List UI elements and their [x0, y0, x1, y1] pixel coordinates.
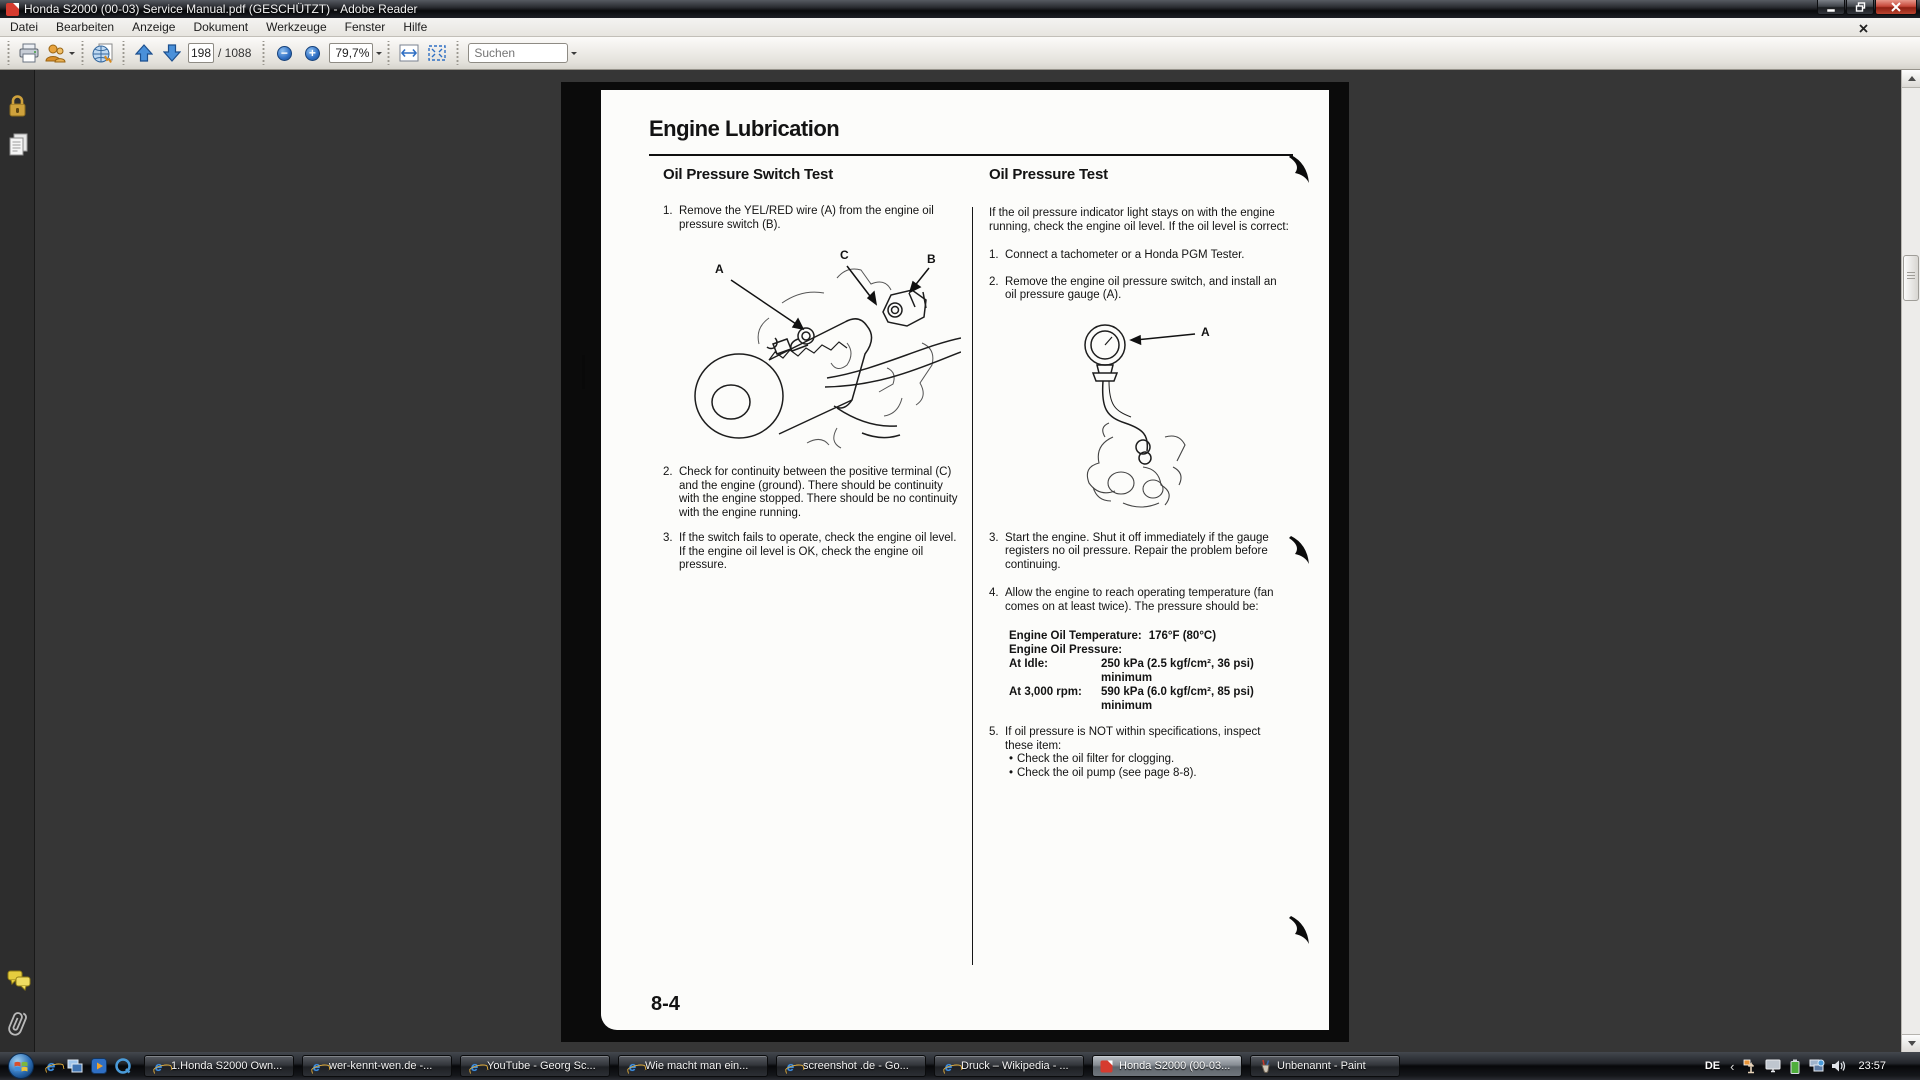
zoom-in-icon: +	[305, 46, 320, 61]
menu-hilfe[interactable]: Hilfe	[403, 20, 428, 34]
internet-explorer-icon: e	[312, 1058, 321, 1074]
section-header: Engine Lubrication	[649, 116, 840, 141]
page-number-input[interactable]	[188, 43, 214, 63]
window-title: Honda S2000 (00-03) Service Manual.pdf (GESCHÜTZT) - Adobe Reader	[24, 2, 418, 16]
document-pane[interactable]	[36, 70, 1901, 1052]
pdf-page	[601, 90, 1329, 1030]
adobe-pdf-icon	[6, 3, 19, 16]
spec-row	[1009, 643, 1289, 657]
step-number: 2.	[663, 466, 673, 478]
engine-line-drawing	[687, 248, 961, 453]
step-text: Connect a tachometer or a Honda PGM Tester.	[1005, 249, 1245, 261]
spec-note: minimum	[1101, 700, 1153, 712]
title-bar	[0, 0, 1920, 18]
fit-page-icon	[427, 44, 447, 62]
battery-tray-icon[interactable]	[1786, 1058, 1803, 1075]
network-tray-icon[interactable]	[1808, 1058, 1825, 1075]
triangle-down-icon	[1908, 1041, 1916, 1050]
spec-row	[1009, 629, 1289, 643]
collaborate-icon	[44, 43, 66, 63]
step-text: Check for continuity between the positive terminal (C) and the engine (ground). There should be continuity with the engine stopped. There should be no continuity with the engine running.	[679, 466, 958, 519]
toolbar-grip	[6, 41, 11, 65]
internet-explorer-icon: e	[470, 1058, 479, 1074]
search-dropdown-arrow[interactable]	[571, 52, 577, 58]
step-text: If oil pressure is NOT within specifications, inspect these item: • Check the oil filter for clogging. • Check the oil pump (see page 8-8).	[1005, 726, 1289, 780]
zoom-out-button[interactable]	[271, 40, 297, 66]
search-field[interactable]	[468, 43, 568, 63]
language-indicator[interactable]: DE	[1704, 1060, 1721, 1072]
volume-tray-icon[interactable]	[1830, 1058, 1847, 1075]
step-text: Remove the engine oil pressure switch, and install an oil pressure gauge (A).	[1005, 275, 1277, 301]
page-count-label: / 1088	[218, 46, 252, 60]
bullet-item: • Check the oil pump (see page 8-8).	[1005, 767, 1289, 781]
vertical-scrollbar[interactable]	[1901, 70, 1920, 1052]
fit-width-button[interactable]	[396, 40, 422, 66]
left-column-title: Oil Pressure Switch Test	[663, 166, 833, 183]
adobe-pdf-icon	[1099, 1059, 1114, 1074]
fit-width-icon	[399, 44, 419, 62]
spec-label: Engine Oil Temperature:	[1009, 630, 1142, 642]
search-input[interactable]	[469, 46, 555, 60]
taskbar-button-paint[interactable]: Unbenannt - Paint	[1250, 1055, 1400, 1077]
toolbar-separator	[121, 41, 126, 65]
left-column	[663, 166, 963, 573]
paint-icon	[1257, 1059, 1272, 1074]
navigation-sidebar	[0, 70, 35, 1052]
menu-datei[interactable]: Datei	[10, 20, 39, 34]
figure-oil-pressure-gauge	[1053, 317, 1231, 512]
close-button[interactable]	[1875, 0, 1917, 15]
create-pdf-from-web-button[interactable]	[90, 40, 116, 66]
attachments-panel-icon[interactable]	[7, 1008, 27, 1043]
toolbar-separator	[386, 41, 391, 65]
collaborate-button[interactable]	[44, 40, 75, 66]
toolbar-separator	[261, 41, 266, 65]
pages-panel-icon[interactable]	[7, 132, 29, 163]
scrollbar-thumb[interactable]	[1903, 255, 1919, 301]
taskbar	[0, 1052, 1920, 1080]
step-number: 1.	[989, 249, 999, 261]
column-divider	[972, 207, 973, 965]
web-pdf-icon	[92, 43, 114, 64]
spec-value: 250 kPa (2.5 kgf/cm², 36 psi) minimum	[1101, 658, 1254, 684]
zoom-in-button[interactable]	[299, 40, 325, 66]
quicklaunch-quicktime[interactable]	[112, 1055, 134, 1077]
scanned-page-frame	[561, 82, 1349, 1042]
intro-paragraph: If the oil pressure indicator light stays on with the engine running, check the engine oil level. If the oil level is correct:	[989, 207, 1289, 233]
restore-button[interactable]	[1846, 0, 1874, 15]
step-text: Start the engine. Shut it off immediately if the gauge registers no oil pressure. Repair the problem before continuing.	[1005, 531, 1269, 571]
comments-panel-icon[interactable]	[7, 970, 31, 997]
menu-werkzeuge[interactable]: Werkzeuge	[266, 20, 327, 34]
security-lock-icon[interactable]	[7, 94, 28, 123]
zoom-out-icon: −	[277, 46, 292, 61]
figure-label-a: A	[715, 262, 724, 276]
spec-row	[1009, 685, 1289, 713]
taskbar-button-screenshot-de[interactable]: e screenshot .de - Go...	[776, 1055, 926, 1077]
page-up-icon	[135, 44, 153, 62]
toolbar-separator	[455, 41, 460, 65]
window-controls	[1816, 0, 1917, 15]
internet-explorer-icon: e	[154, 1058, 163, 1074]
step-number: 3.	[663, 532, 673, 544]
header-rule	[649, 154, 1293, 156]
taskbar-buttons	[144, 1055, 1408, 1077]
step-text: Remove the YEL/RED wire (A) from the engine oil pressure switch (B).	[679, 205, 934, 231]
taskbar-button-youtube[interactable]: e YouTube - Georg Sc...	[460, 1055, 610, 1077]
gauge-line-drawing	[1053, 317, 1231, 512]
scroll-down-button[interactable]	[1902, 1034, 1920, 1052]
minimize-button[interactable]	[1817, 0, 1845, 15]
step-item	[663, 532, 963, 573]
previous-page-button[interactable]	[131, 40, 157, 66]
print-button[interactable]	[16, 40, 42, 66]
spec-label: At 3,000 rpm:	[1009, 686, 1082, 698]
start-button[interactable]	[8, 1053, 34, 1079]
internet-explorer-icon: e	[944, 1058, 953, 1074]
spec-row	[1009, 657, 1289, 685]
step-item	[663, 466, 963, 520]
spec-value: 590 kPa (6.0 kgf/cm², 85 psi) minimum	[1101, 686, 1254, 712]
zoom-level-value: 79,7%	[335, 46, 370, 60]
figure-label-b: B	[927, 252, 936, 266]
menu-bearbeiten[interactable]: Bearbeiten	[56, 20, 115, 34]
quicktime-icon	[115, 1058, 131, 1074]
right-column-title: Oil Pressure Test	[989, 166, 1108, 183]
menu-anzeige[interactable]: Anzeige	[132, 20, 176, 34]
zoom-dropdown-arrow[interactable]	[376, 52, 382, 58]
toolbar-separator	[80, 41, 85, 65]
spec-label: At Idle:	[1009, 658, 1048, 670]
spec-label: Engine Oil Pressure:	[1009, 644, 1123, 656]
zoom-level-select[interactable]	[329, 43, 373, 63]
step-number: 2.	[989, 275, 999, 288]
internet-explorer-icon: e	[46, 1057, 56, 1075]
display-tray-icon[interactable]	[1764, 1058, 1781, 1075]
show-desktop-icon	[67, 1059, 83, 1073]
taskbar-button-honda-service-manual[interactable]: Honda S2000 (00-03...	[1092, 1055, 1242, 1077]
page-curl-mark	[1285, 916, 1311, 948]
step-item	[989, 726, 1289, 780]
windows-flag-icon	[14, 1059, 28, 1073]
step-number: 3.	[989, 531, 999, 544]
step-item	[989, 587, 1289, 614]
menu-bar	[0, 18, 1920, 37]
menu-dokument[interactable]: Dokument	[193, 20, 249, 34]
quicklaunch-internet-explorer[interactable]	[40, 1055, 62, 1077]
taskbar-button-wie-macht-man[interactable]: e Wie macht man ein...	[618, 1055, 768, 1077]
next-page-button[interactable]	[159, 40, 185, 66]
taskbar-button-honda-owners[interactable]: e 1.Honda S2000 Own...	[144, 1055, 294, 1077]
close-document-icon[interactable]	[1856, 21, 1870, 35]
taskbar-button-wer-kennt-wen[interactable]: e wer-kennt-wen.de -...	[302, 1055, 452, 1077]
right-column	[989, 166, 1289, 780]
hidden-icons-chevron[interactable]: ‹	[1730, 1058, 1735, 1074]
quicklaunch-show-desktop[interactable]	[64, 1055, 86, 1077]
figure-oil-pressure-switch	[687, 248, 961, 453]
figure-label-c: C	[840, 248, 849, 262]
step-item	[989, 532, 1289, 573]
pen-input-tray-icon[interactable]	[1742, 1058, 1759, 1075]
toolbar	[0, 37, 1920, 70]
fit-page-button[interactable]	[424, 40, 450, 66]
scan-artifact	[582, 355, 585, 389]
triangle-up-icon	[1908, 72, 1916, 81]
page-number-label: 8-4	[651, 993, 680, 1015]
spec-note: minimum	[1101, 672, 1153, 684]
menu-fenster[interactable]: Fenster	[344, 20, 386, 34]
step-number: 5.	[989, 726, 999, 738]
spec-value: 176°F (80°C)	[1148, 630, 1217, 642]
page-down-icon	[163, 44, 181, 62]
scroll-up-button[interactable]	[1902, 70, 1920, 88]
step-text: If the switch fails to operate, check the engine oil level. If the engine oil level is OK, check the engine oil pressure.	[679, 532, 957, 571]
clock[interactable]: 23:57	[1858, 1060, 1886, 1072]
step-text: Allow the engine to reach operating temperature (fan comes on at least twice). The pressure should be:	[1005, 587, 1274, 613]
step-number: 1.	[663, 205, 673, 217]
taskbar-button-druck-wikipedia[interactable]: e Druck – Wikipedia - ...	[934, 1055, 1084, 1077]
pressure-specifications	[1009, 629, 1289, 713]
figure-label-a: A	[1201, 324, 1210, 339]
printer-icon	[18, 43, 40, 63]
system-tray	[1705, 1052, 1920, 1080]
step-item	[989, 276, 1289, 303]
quicklaunch-media-player[interactable]	[88, 1055, 110, 1077]
media-player-icon	[91, 1058, 107, 1074]
collaborate-dropdown-arrow[interactable]	[69, 52, 75, 58]
internet-explorer-icon: e	[628, 1058, 637, 1074]
bullet-list	[1005, 753, 1289, 780]
step-item	[989, 249, 1289, 263]
internet-explorer-icon: e	[786, 1058, 795, 1074]
bullet-item: • Check the oil filter for clogging.	[1005, 753, 1289, 767]
step-item	[663, 205, 963, 232]
step-number: 4.	[989, 587, 999, 599]
